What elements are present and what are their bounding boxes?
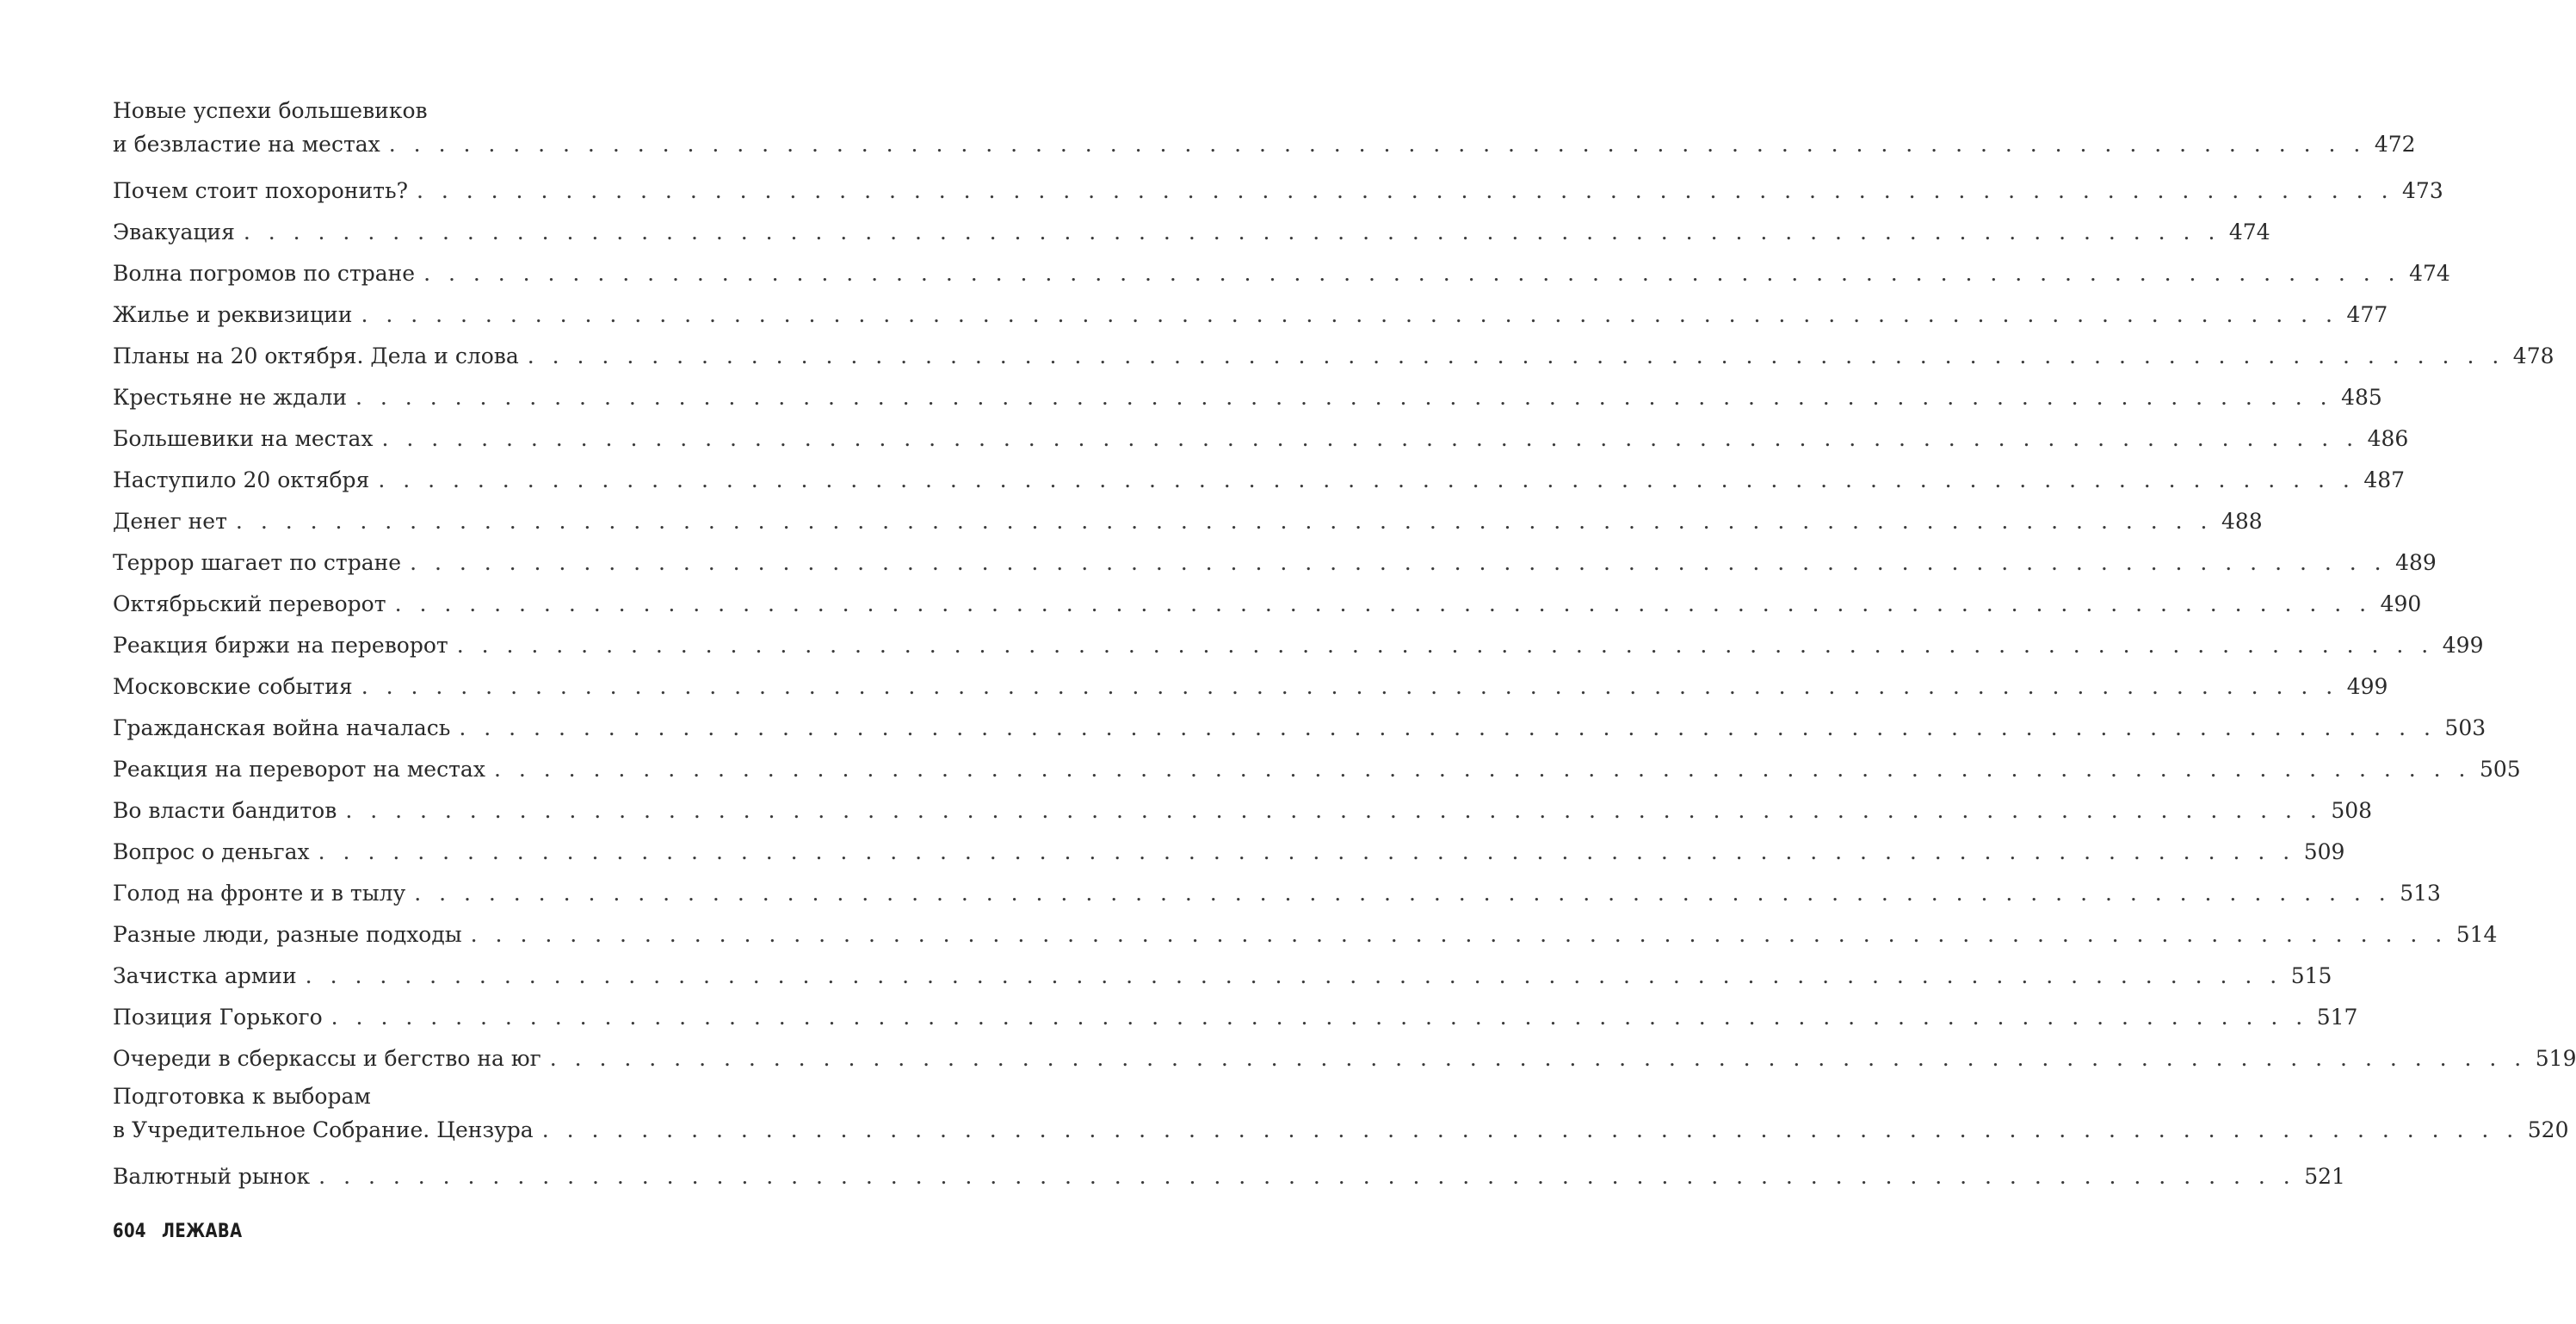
toc-entry-row: [113, 542, 2437, 584]
toc-entry-row: [113, 666, 2388, 708]
toc-entry: [113, 336, 2554, 377]
toc-entry-row: [113, 832, 2345, 873]
toc-entry-page: 490: [2380, 591, 2422, 616]
toc-entry: [113, 501, 2263, 542]
toc-entry-page: 513: [2400, 881, 2441, 906]
toc-entry-row: [113, 790, 2373, 832]
dot-leader: . . . . . . . . . . . . . . . . . . . . . . . . . . . . . . . . . . . . . . . . . . . . . . . . . . . . . . . . . . . . . . . . . . . . . . . . . . . . . . . .: [235, 509, 2213, 534]
toc-entry-page: 521: [2304, 1164, 2345, 1189]
toc-entry: [113, 1080, 2569, 1156]
running-head: ЛЕЖАВА: [161, 1221, 243, 1242]
toc-entry-row: [113, 1038, 2576, 1080]
toc-entry-title: Валютный рынок: [113, 1164, 311, 1189]
toc-entry-title: в Учредительное Собрание. Цензура: [113, 1117, 534, 1142]
dot-leader: . . . . . . . . . . . . . . . . . . . . . . . . . . . . . . . . . . . . . . . . . . . . . . . . . . . . . . . . . . . . . . . . . . . . . . . . . . . . . . . .: [541, 1117, 2519, 1142]
toc-entry-row: [113, 212, 2270, 253]
dot-leader: . . . . . . . . . . . . . . . . . . . . . . . . . . . . . . . . . . . . . . . . . . . . . . . . . . . . . . . . . . . . . . . . . . . . . . . . . . . . . . . .: [414, 881, 2392, 906]
dot-leader: . . . . . . . . . . . . . . . . . . . . . . . . . . . . . . . . . . . . . . . . . . . . . . . . . . . . . . . . . . . . . . . . . . . . . . . . . . . . . . . .: [361, 302, 2338, 327]
toc-entry-page: 488: [2221, 509, 2263, 534]
toc-entry: [113, 1038, 2576, 1080]
dot-leader: . . . . . . . . . . . . . . . . . . . . . . . . . . . . . . . . . . . . . . . . . . . . . . . . . . . . . . . . . . . . . . . . . . . . . . . . . . . . . . . .: [456, 633, 2434, 658]
toc-entry: [113, 377, 2382, 418]
toc-entry-page: 485: [2341, 385, 2382, 410]
toc-entry: [113, 253, 2450, 294]
dot-leader: . . . . . . . . . . . . . . . . . . . . . . . . . . . . . . . . . . . . . . . . . . . . . . . . . . . . . . . . . . . . . . . . . . . . . . . . . . . . . . . .: [459, 715, 2437, 740]
toc-entry: [113, 584, 2422, 625]
toc-entry-row: [113, 997, 2358, 1038]
toc-entry-page: 489: [2395, 550, 2437, 575]
toc-entry: [113, 542, 2437, 584]
toc-entry-title: Эвакуация: [113, 220, 235, 244]
toc-entry-title: Октябрьский переворот: [113, 591, 386, 616]
toc-entry-page: 474: [2409, 261, 2450, 286]
dot-leader: . . . . . . . . . . . . . . . . . . . . . . . . . . . . . . . . . . . . . . . . . . . . . . . . . . . . . . . . . . . . . . . . . . . . . . . . . . . . . . . .: [318, 1164, 2296, 1189]
toc-entry-page: 499: [2442, 633, 2484, 658]
toc-entry-row: [113, 294, 2388, 336]
toc-entry-title: Волна погромов по стране: [113, 261, 416, 286]
dot-leader: . . . . . . . . . . . . . . . . . . . . . . . . . . . . . . . . . . . . . . . . . . . . . . . . . . . . . . . . . . . . . . . . . . . . . . . . . . . . . . . .: [361, 674, 2338, 699]
toc-entry-row: [113, 873, 2441, 914]
toc-entry-page: 514: [2456, 922, 2498, 947]
toc-entry: [113, 418, 2409, 460]
toc-entry: [113, 460, 2406, 501]
toc-entry-row: [113, 708, 2486, 749]
toc-entry-page: 477: [2346, 302, 2388, 327]
dot-leader: . . . . . . . . . . . . . . . . . . . . . . . . . . . . . . . . . . . . . . . . . . . . . . . . . . . . . . . . . . . . . . . . . . . . . . . . . . . . . . . .: [394, 591, 2372, 616]
toc-entry-row: [113, 501, 2263, 542]
toc-entry-row: [113, 1156, 2345, 1197]
toc-entry-page: 509: [2303, 839, 2345, 864]
toc-entry: [113, 666, 2388, 708]
toc-entry-title: Наступило 20 октября: [113, 467, 370, 492]
toc-entry-page: 472: [2374, 132, 2416, 157]
dot-leader: . . . . . . . . . . . . . . . . . . . . . . . . . . . . . . . . . . . . . . . . . . . . . . . . . . . . . . . . . . . . . . . . . . . . . . . . . . . . . . . .: [318, 839, 2295, 864]
page-footer: [113, 1221, 242, 1242]
toc-entry-title: Денег нет: [113, 509, 227, 534]
toc-entry: [113, 790, 2373, 832]
toc-entry-title: Почем стоит похоронить?: [113, 178, 408, 203]
dot-leader: . . . . . . . . . . . . . . . . . . . . . . . . . . . . . . . . . . . . . . . . . . . . . . . . . . . . . . . . . . . . . . . . . . . . . . . . . . . . . . . .: [330, 1005, 2308, 1030]
toc-entry: [113, 212, 2270, 253]
toc-entry-page: 478: [2512, 343, 2554, 368]
toc-entry-title: Реакция биржи на переворот: [113, 633, 448, 658]
toc-entry-title: Позиция Горького: [113, 1005, 323, 1030]
table-of-contents: [113, 94, 2576, 1197]
toc-entry-title: Очереди в сберкассы и бегство на юг: [113, 1046, 541, 1071]
toc-entry-page: 487: [2363, 467, 2406, 492]
toc-entry-title: Планы на 20 октября. Дела и слова: [113, 343, 519, 368]
toc-entry-row: [113, 418, 2409, 460]
toc-entry-row: [113, 253, 2450, 294]
toc-entry-page: 519: [2535, 1046, 2576, 1071]
toc-entry-row: [113, 749, 2521, 790]
toc-entry-row: [113, 584, 2422, 625]
toc-entry-title: Разные люди, разные подходы: [113, 922, 462, 947]
dot-leader: . . . . . . . . . . . . . . . . . . . . . . . . . . . . . . . . . . . . . . . . . . . . . . . . . . . . . . . . . . . . . . . . . . . . . . . . . . . . . . . .: [381, 426, 2359, 451]
dot-leader: . . . . . . . . . . . . . . . . . . . . . . . . . . . . . . . . . . . . . . . . . . . . . . . . . . . . . . . . . . . . . . . . . . . . . . . . . . . . . . . .: [345, 798, 2323, 823]
toc-entry-page: 486: [2367, 426, 2409, 451]
dot-leader: . . . . . . . . . . . . . . . . . . . . . . . . . . . . . . . . . . . . . . . . . . . . . . . . . . . . . . . . . . . . . . . . . . . . . . . . . . . . . . . .: [470, 922, 2448, 947]
toc-entry-title: Крестьяне не ждали: [113, 385, 348, 410]
toc-entry-page: 499: [2346, 674, 2388, 699]
toc-entry: [113, 873, 2441, 914]
toc-entry: [113, 832, 2345, 873]
toc-entry-title: Зачистка армии: [113, 963, 297, 988]
toc-entry-title: Вопрос о деньгах: [113, 839, 310, 864]
toc-entry-row: [113, 377, 2382, 418]
dot-leader: . . . . . . . . . . . . . . . . . . . . . . . . . . . . . . . . . . . . . . . . . . . . . . . . . . . . . . . . . . . . . . . . . . . . . . . . . . . . . . . .: [243, 220, 2221, 244]
toc-entry-row: [113, 1113, 2569, 1156]
toc-entry-row: [113, 956, 2332, 997]
toc-entry-title: Московские события: [113, 674, 353, 699]
toc-entry: [113, 708, 2486, 749]
toc-entry: [113, 94, 2416, 170]
toc-entry: [113, 914, 2498, 956]
toc-entry-page: 503: [2444, 715, 2486, 740]
toc-entry-page: 517: [2316, 1005, 2358, 1030]
toc-entry-page: 515: [2290, 963, 2332, 988]
toc-entry-title: Жилье и реквизиции: [113, 302, 353, 327]
toc-entry-row: [113, 914, 2498, 956]
toc-entry-title: Большевики на местах: [113, 426, 374, 451]
toc-entry-title: Голод на фронте и в тылу: [113, 881, 406, 906]
toc-entry-page: 473: [2402, 178, 2443, 203]
toc-entry-page: 508: [2331, 798, 2373, 823]
toc-entry-row: [113, 460, 2406, 501]
toc-entry-row: [113, 127, 2416, 170]
dot-leader: . . . . . . . . . . . . . . . . . . . . . . . . . . . . . . . . . . . . . . . . . . . . . . . . . . . . . . . . . . . . . . . . . . . . . . . . . . . . . . . .: [416, 178, 2394, 203]
toc-entry-title: Во власти бандитов: [113, 798, 337, 823]
dot-leader: . . . . . . . . . . . . . . . . . . . . . . . . . . . . . . . . . . . . . . . . . . . . . . . . . . . . . . . . . . . . . . . . . . . . . . . . . . . . . . . .: [423, 261, 2401, 286]
toc-entry-page: 520: [2527, 1117, 2569, 1142]
toc-entry-page: 474: [2228, 220, 2270, 244]
toc-entry-row: [113, 625, 2484, 666]
toc-entry: [113, 997, 2358, 1038]
dot-leader: . . . . . . . . . . . . . . . . . . . . . . . . . . . . . . . . . . . . . . . . . . . . . . . . . . . . . . . . . . . . . . . . . . . . . . . . . . . . . . . .: [549, 1046, 2527, 1071]
toc-entry-title: и безвластие на местах: [113, 132, 380, 157]
dot-leader: . . . . . . . . . . . . . . . . . . . . . . . . . . . . . . . . . . . . . . . . . . . . . . . . . . . . . . . . . . . . . . . . . . . . . . . . . . . . . . . .: [388, 132, 2366, 157]
dot-leader: . . . . . . . . . . . . . . . . . . . . . . . . . . . . . . . . . . . . . . . . . . . . . . . . . . . . . . . . . . . . . . . . . . . . . . . . . . . . . . . .: [355, 385, 2333, 410]
dot-leader: . . . . . . . . . . . . . . . . . . . . . . . . . . . . . . . . . . . . . . . . . . . . . . . . . . . . . . . . . . . . . . . . . . . . . . . . . . . . . . . .: [378, 467, 2356, 492]
toc-entry-row: [113, 170, 2443, 212]
toc-entry: [113, 170, 2443, 212]
dot-leader: . . . . . . . . . . . . . . . . . . . . . . . . . . . . . . . . . . . . . . . . . . . . . . . . . . . . . . . . . . . . . . . . . . . . . . . . . . . . . . . .: [493, 757, 2471, 782]
toc-entry: [113, 749, 2521, 790]
dot-leader: . . . . . . . . . . . . . . . . . . . . . . . . . . . . . . . . . . . . . . . . . . . . . . . . . . . . . . . . . . . . . . . . . . . . . . . . . . . . . . . .: [410, 550, 2388, 575]
toc-entry: [113, 625, 2484, 666]
toc-entry-title: Террор шагает по стране: [113, 550, 402, 575]
toc-entry: [113, 294, 2388, 336]
dot-leader: . . . . . . . . . . . . . . . . . . . . . . . . . . . . . . . . . . . . . . . . . . . . . . . . . . . . . . . . . . . . . . . . . . . . . . . . . . . . . . . .: [527, 343, 2505, 368]
toc-entry-title-line: Подготовка к выборам: [113, 1084, 371, 1109]
dot-leader: . . . . . . . . . . . . . . . . . . . . . . . . . . . . . . . . . . . . . . . . . . . . . . . . . . . . . . . . . . . . . . . . . . . . . . . . . . . . . . . .: [305, 963, 2283, 988]
toc-entry: [113, 1156, 2345, 1197]
toc-entry-row: [113, 336, 2554, 377]
toc-entry: [113, 956, 2332, 997]
toc-entry-title: Реакция на переворот на местах: [113, 757, 485, 782]
page-number: 604: [113, 1221, 146, 1242]
toc-entry-page: 505: [2479, 757, 2521, 782]
toc-entry-title-line: Новые успехи большевиков: [113, 98, 428, 123]
toc-entry-title: Гражданская война началась: [113, 715, 451, 740]
